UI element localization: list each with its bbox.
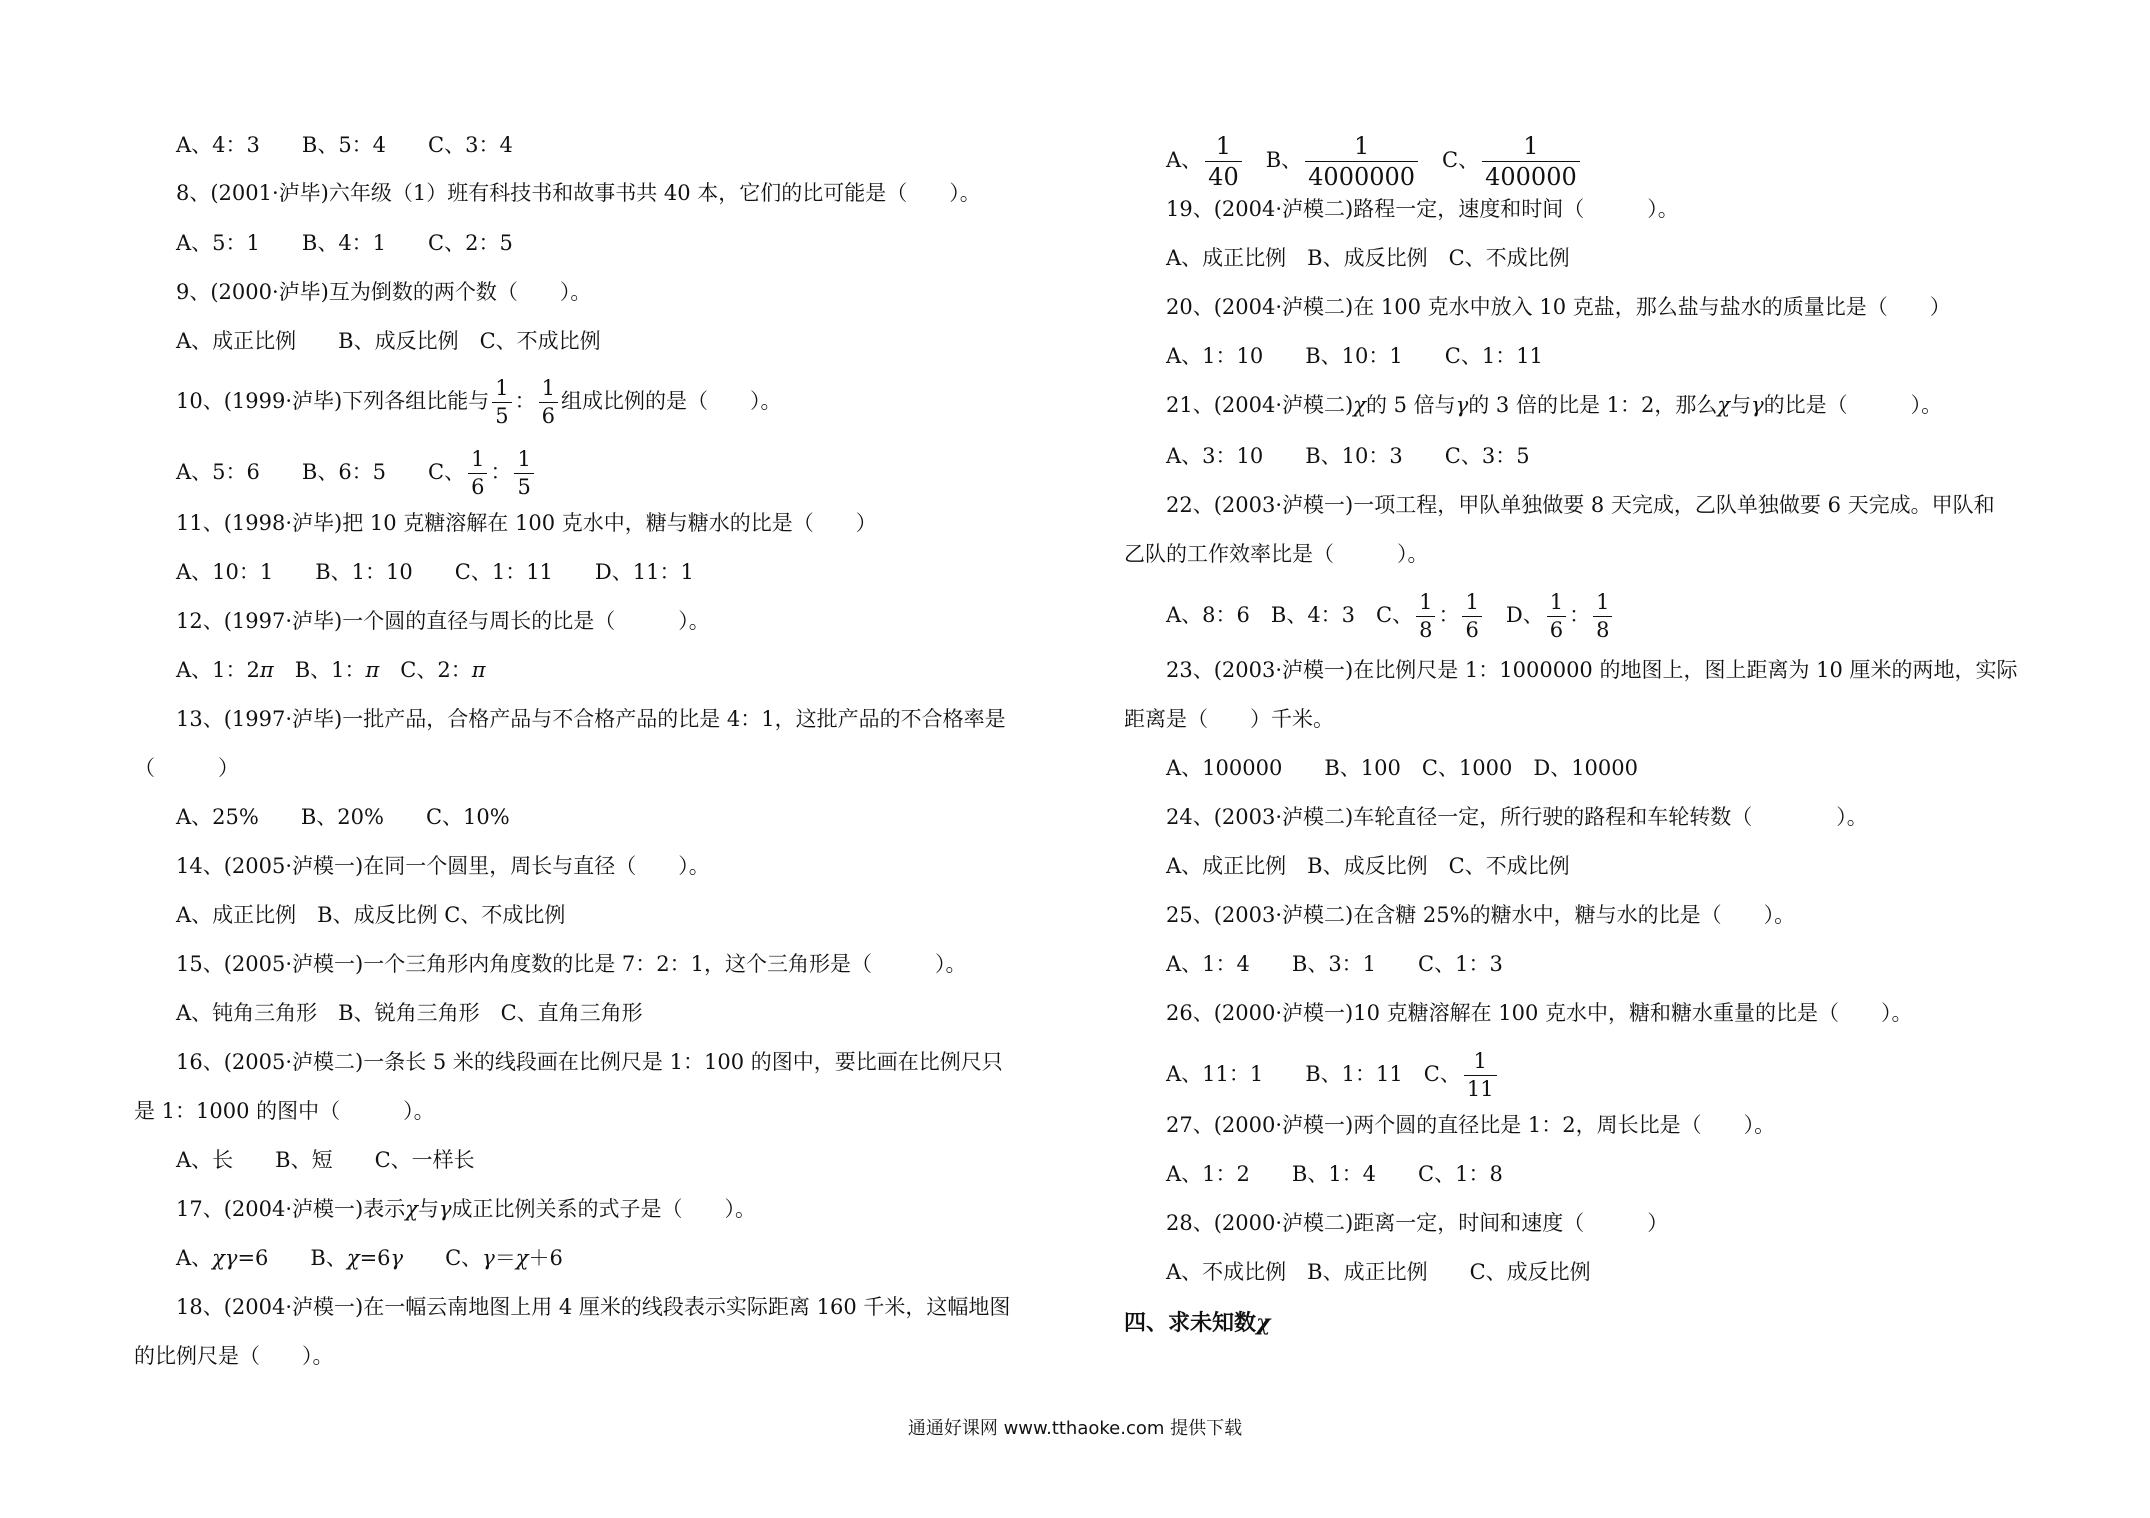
option-text: A、4：3 B、5：4 C、3：4 <box>176 133 513 157</box>
question-14 <box>176 851 710 881</box>
fraction <box>1416 592 1435 641</box>
numerator: 1 <box>514 449 533 474</box>
question-22 <box>1166 490 1995 520</box>
question-text: 19、(2004·泸模二)路程一定，速度和时间（ ）。 <box>1166 197 1679 221</box>
question-18-cont <box>134 1341 334 1371</box>
question-text: 的比是（ ）。 <box>1763 393 1943 417</box>
option-text: ＋6 <box>528 1246 563 1270</box>
option-text: ＝ <box>494 1246 516 1270</box>
question-10 <box>176 378 781 427</box>
numerator: 1 <box>1305 134 1418 162</box>
option-text: A、8：6 B、4：3 C、 <box>1166 603 1414 627</box>
question-22-cont <box>1124 539 1429 569</box>
ratio-sign: ： <box>1569 603 1591 627</box>
fraction <box>539 378 558 427</box>
option-text: A、 <box>176 1246 213 1270</box>
question-text: 12、(1997·泸毕)一个圆的直径与周长的比是（ ）。 <box>176 609 710 633</box>
pi-symbol: π <box>471 658 486 682</box>
question-26-options <box>1166 1051 1500 1100</box>
variable-y: γ <box>1455 393 1469 417</box>
option-text: A、成正比例 B、成反比例 C、不成比例 <box>176 329 601 353</box>
question-23-cont <box>1124 704 1334 734</box>
question-16-cont <box>134 1096 435 1126</box>
fraction <box>1205 134 1242 189</box>
fraction <box>1482 134 1580 189</box>
question-22-options <box>1166 592 1615 641</box>
question-text: 16、(2005·泸模二)一条长 5 米的线段画在比例尺是 1：100 的图中，要比画在比例尺只 <box>176 1050 1003 1074</box>
option-text: B、1： <box>273 658 366 682</box>
question-15-options <box>176 998 643 1028</box>
numerator: 1 <box>1482 134 1580 162</box>
question-18-options <box>1166 134 1583 189</box>
question-12-options <box>176 655 486 685</box>
option-text: A、成正比例 B、成反比例 C、不成比例 <box>1166 246 1570 270</box>
denominator: 6 <box>471 475 485 499</box>
question-28-options <box>1166 1257 1591 1287</box>
question-text: 与 <box>417 1197 439 1221</box>
heading-text: 四、求未知数 <box>1124 1310 1257 1336</box>
question-text: 23、(2003·泸模一)在比例尺是 1：1000000 的地图上，图上距离为 10 厘米的两地，实际 <box>1166 658 2018 682</box>
option-text: A、1：10 B、10：1 C、1：11 <box>1166 344 1543 368</box>
variable-y: γ <box>438 1197 452 1221</box>
question-text: 13、(1997·泸毕)一批产品，合格产品与不合格产品的比是 4：1，这批产品的不合格率是 <box>176 707 1006 731</box>
question-28 <box>1166 1208 1668 1238</box>
question-text: 是 1：1000 的图中（ ）。 <box>134 1099 435 1123</box>
option-text: A、10：1 B、1：10 C、1：11 D、11：1 <box>176 560 694 584</box>
question-text: 28、(2000·泸模二)距离一定，时间和速度（ ） <box>1166 1211 1669 1235</box>
denominator: 8 <box>1596 618 1610 642</box>
option-text: A、 <box>1166 148 1203 172</box>
option-text: A、长 B、短 C、一样长 <box>176 1148 475 1172</box>
question-text: 25、(2003·泸模二)在含糖 25%的糖水中，糖与水的比是（ ）。 <box>1166 903 1796 927</box>
numerator: 1 <box>1593 592 1612 617</box>
option-text: A、钝角三角形 B、锐角三角形 C、直角三角形 <box>176 1001 643 1025</box>
numerator: 1 <box>492 378 511 403</box>
question-text: 21、(2004·泸模二) <box>1166 393 1354 417</box>
fraction <box>1593 592 1612 641</box>
denominator: 6 <box>541 404 555 428</box>
question-text: 乙队的工作效率比是（ ）。 <box>1124 542 1429 566</box>
option-text: A、1：2 <box>176 658 260 682</box>
question-12 <box>176 606 710 636</box>
option-text: A、11：1 B、1：11 C、 <box>1166 1062 1461 1086</box>
question-text: 24、(2003·泸模二)车轮直径一定，所行驶的路程和车轮转数（ ）。 <box>1166 805 1868 829</box>
option-text: A、100000 B、100 C、1000 D、10000 <box>1166 756 1638 780</box>
question-24 <box>1166 802 1868 832</box>
option-text: C、 <box>403 1246 483 1270</box>
question-15 <box>176 949 966 979</box>
variable-x: χ <box>405 1197 418 1221</box>
question-19-options <box>1166 243 1570 273</box>
fraction <box>468 449 487 498</box>
question-text: 11、(1998·泸毕)把 10 克糖溶解在 100 克水中，糖与糖水的比是（ ） <box>176 511 877 535</box>
variable-xy: χγ <box>212 1246 238 1270</box>
question-23 <box>1166 655 2018 685</box>
ratio-sign: ： <box>490 460 512 484</box>
option-text: A、成正比例 B、成反比例 C、不成比例 <box>1166 854 1570 878</box>
denominator: 400000 <box>1485 163 1577 191</box>
question-25-options <box>1166 949 1503 979</box>
fraction <box>514 449 533 498</box>
question-9 <box>176 277 591 307</box>
question-27-options <box>1166 1159 1503 1189</box>
denominator: 40 <box>1208 163 1239 191</box>
numerator: 1 <box>1416 592 1435 617</box>
variable-x: χ <box>1717 393 1731 417</box>
denominator: 5 <box>495 404 509 428</box>
fraction <box>1305 134 1418 189</box>
question-text: 距离是（ ）千米。 <box>1124 707 1334 731</box>
options-line <box>176 130 513 160</box>
option-text: A、1：2 B、1：4 C、1：8 <box>1166 1162 1503 1186</box>
question-text: 组成比例的是（ ）。 <box>560 389 782 413</box>
question-11 <box>176 508 877 538</box>
numerator: 1 <box>1547 592 1566 617</box>
question-text: 26、(2000·泸模一)10 克糖溶解在 100 克水中，糖和糖水重量的比是（ ）。 <box>1166 1001 1913 1025</box>
variable-x: χ <box>1353 393 1366 417</box>
numerator: 1 <box>1205 134 1242 162</box>
option-text: A、25% B、20% C、10% <box>176 805 510 829</box>
question-20-options <box>1166 341 1543 371</box>
denominator: 8 <box>1419 618 1433 642</box>
option-text: A、1：4 B、3：1 C、1：3 <box>1166 952 1503 976</box>
question-16 <box>176 1047 1003 1077</box>
question-text: 14、(2005·泸模一)在同一个圆里，周长与直径（ ）。 <box>176 854 710 878</box>
question-14-options <box>176 900 565 930</box>
variable-x: χ <box>515 1246 529 1270</box>
question-13 <box>176 704 1006 734</box>
numerator: 1 <box>539 378 558 403</box>
question-18 <box>176 1292 1010 1322</box>
question-13-cont <box>134 753 239 783</box>
numerator: 1 <box>1464 1051 1497 1076</box>
page-footer: 通通好课网 www.tthaoke.com 提供下载 <box>907 1418 1243 1439</box>
question-17 <box>176 1194 756 1224</box>
denominator: 6 <box>1549 618 1564 642</box>
question-19 <box>1166 194 1679 224</box>
option-text: =6 B、 <box>237 1246 347 1270</box>
numerator: 1 <box>468 449 487 474</box>
question-21-options <box>1166 441 1530 471</box>
question-10-options <box>176 449 537 498</box>
question-11-options <box>176 557 694 587</box>
section-heading <box>1124 1308 1271 1338</box>
variable-y: γ <box>482 1246 495 1270</box>
question-text: 20、(2004·泸模二)在 100 克水中放入 10 克盐，那么盐与盐水的质量比是（ ） <box>1166 295 1951 319</box>
option-text: A、5：1 B、4：1 C、2：5 <box>176 231 513 255</box>
question-20 <box>1166 292 1951 322</box>
question-16-options <box>176 1145 475 1175</box>
fraction <box>1464 1051 1497 1100</box>
fraction <box>492 378 511 427</box>
fraction <box>1547 592 1566 641</box>
denominator: 4000000 <box>1308 163 1416 191</box>
question-17-options <box>176 1243 563 1273</box>
variable-x: χ <box>346 1246 360 1270</box>
option-text: B、 <box>1244 148 1303 172</box>
question-9-options <box>176 326 601 356</box>
question-8-options <box>176 228 513 258</box>
question-text: （ ） <box>134 756 239 780</box>
question-text: 18、(2004·泸模一)在一幅云南地图上用 4 厘米的线段表示实际距离 160 千米，这幅地图 <box>176 1295 1011 1319</box>
numerator: 1 <box>1462 592 1481 617</box>
question-text: 10、(1999·泸毕)下列各组比能与 <box>176 389 490 413</box>
question-8 <box>176 178 981 208</box>
question-text: 15、(2005·泸模一)一个三角形内角度数的比是 7：2：1，这个三角形是（ ）。 <box>176 952 967 976</box>
question-23-options <box>1166 753 1638 783</box>
question-26 <box>1166 998 1913 1028</box>
variable-y: γ <box>1751 393 1764 417</box>
question-text: 的 3 倍的比是 1：2，那么 <box>1468 393 1718 417</box>
denominator: 5 <box>517 475 531 499</box>
option-text: A、成正比例 B、成反比例 C、不成比例 <box>176 903 566 927</box>
ratio-sign: ： <box>514 389 536 413</box>
question-text: 8、(2001·泸毕)六年级（1）班有科技书和故事书共 40 本，它们的比可能是（ ）。 <box>176 181 981 205</box>
question-24-options <box>1166 851 1570 881</box>
denominator: 11 <box>1466 1077 1494 1101</box>
option-text: C、2： <box>379 658 472 682</box>
question-text: 的比例尺是（ ）。 <box>134 1344 334 1368</box>
question-text: 9、(2000·泸毕)互为倒数的两个数（ ）。 <box>176 280 592 304</box>
option-text: A、不成比例 B、成正比例 C、成反比例 <box>1166 1260 1591 1284</box>
question-text: 27、(2000·泸模一)两个圆的直径比是 1：2，周长比是（ ）。 <box>1166 1113 1776 1137</box>
question-21 <box>1166 390 1942 420</box>
variable-y: γ <box>390 1246 404 1270</box>
question-13-options <box>176 802 510 832</box>
option-text: A、5：6 B、6：5 C、 <box>176 460 466 484</box>
option-text: A、3：10 B、10：3 C、3：5 <box>1166 444 1530 468</box>
question-text: 成正比例关系的式子是（ ）。 <box>451 1197 757 1221</box>
option-text: =6 <box>359 1246 391 1270</box>
fraction <box>1462 592 1481 641</box>
question-25 <box>1166 900 1795 930</box>
denominator: 6 <box>1465 618 1479 642</box>
question-text: 与 <box>1730 393 1752 417</box>
ratio-sign: ： <box>1438 603 1460 627</box>
option-text: C、 <box>1421 148 1480 172</box>
question-text: 17、(2004·泸模一)表示 <box>176 1197 406 1221</box>
question-text: 22、(2003·泸模一)一项工程，甲队单独做要 8 天完成，乙队单独做要 6 天完成。甲队和 <box>1166 493 1995 517</box>
option-text: D、 <box>1484 603 1544 627</box>
pi-symbol: π <box>259 658 274 682</box>
question-27 <box>1166 1110 1775 1140</box>
question-text: 的 5 倍与 <box>1365 393 1456 417</box>
variable-x: χ <box>1256 1310 1271 1336</box>
pi-symbol: π <box>365 658 380 682</box>
